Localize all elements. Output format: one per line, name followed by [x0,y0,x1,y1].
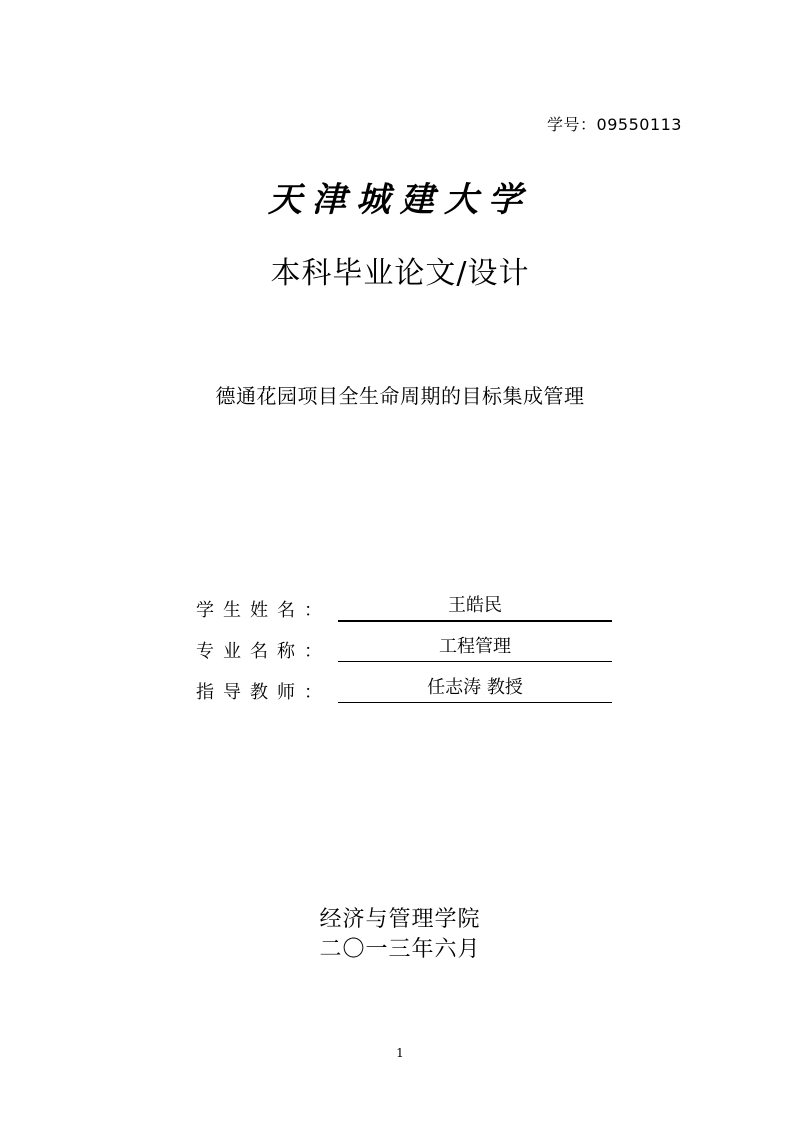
advisor-value: 任志涛 教授 [338,676,612,703]
student-id: 学号：09550113 [547,115,682,134]
student-name-label: 学生姓名： [196,600,331,621]
page-number: 1 [396,1046,404,1060]
major-label: 专业名称： [196,641,331,662]
school-name: 经济与管理学院 [319,907,481,932]
major-value: 工程管理 [338,635,612,662]
student-name-value: 王皓民 [338,594,612,622]
info-row-major [196,635,616,665]
document-type: 本科毕业论文/设计 [270,256,530,291]
university-name: 天津城建大学 [268,180,532,220]
advisor-label: 指导教师： [196,682,331,703]
info-row-advisor [196,676,616,706]
thesis-title: 德通花园项目全生命周期的目标集成管理 [215,384,585,408]
info-row-student-name [196,594,616,624]
submission-date: 二〇一三年六月 [319,937,481,962]
